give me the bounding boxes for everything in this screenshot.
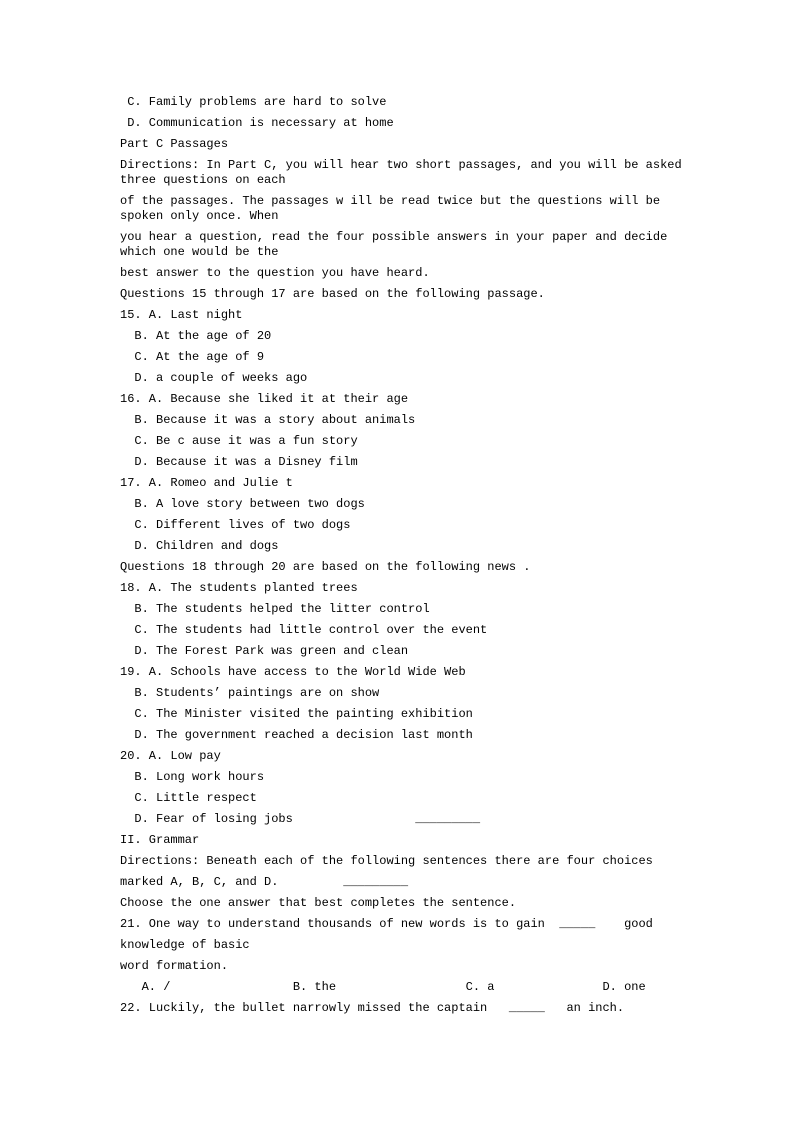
option-line: B. The students helped the litter control	[120, 602, 430, 616]
document-line: three questions on each	[120, 173, 286, 187]
document-body	[120, 92, 724, 1019]
option-line: B. A love story between two dogs	[120, 497, 365, 511]
section-heading: Part C Passages	[120, 137, 229, 151]
question-line: 21. One way to understand thousands of new words is to gain _____ good	[120, 917, 653, 931]
question-line: 18. A. The students planted trees	[120, 581, 358, 595]
document-line: Directions: In Part C, you will hear two short passages, and you will be asked	[120, 158, 682, 172]
section-heading: II. Grammar	[120, 833, 200, 847]
option-line: C. Be c ause it was a fun story	[120, 434, 358, 448]
option-line: C. The students had little control over the event	[120, 623, 488, 637]
document-line: D. Communication is necessary at home	[120, 116, 394, 130]
option-line: B. Because it was a story about animals	[120, 413, 416, 427]
option-line: C. Little respect	[120, 791, 257, 805]
question-line: 17. A. Romeo and Julie t	[120, 476, 293, 490]
document-line: Directions: Beneath each of the following sentences there are four choices	[120, 854, 653, 868]
option-line: D. a couple of weeks ago	[120, 371, 308, 385]
document-line: you hear a question, read the four possible answers in your paper and decide	[120, 230, 668, 244]
option-line: B. Long work hours	[120, 770, 265, 784]
option-line: D. Fear of losing jobs _________	[120, 812, 481, 826]
option-line: D. The Forest Park was green and clean	[120, 644, 409, 658]
question-line: 16. A. Because she liked it at their age	[120, 392, 409, 406]
option-line: D. Because it was a Disney film	[120, 455, 358, 469]
option-line: D. The government reached a decision last month	[120, 728, 473, 742]
question-line: 20. A. Low pay	[120, 749, 221, 763]
option-line: D. Children and dogs	[120, 539, 279, 553]
document-line: marked A, B, C, and D. _________	[120, 875, 409, 889]
option-line: A. / B. the C. a D. one	[120, 980, 646, 994]
document-line: C. Family problems are hard to solve	[120, 95, 387, 109]
document-line: spoken only once. When	[120, 209, 279, 223]
question-line: 19. A. Schools have access to the World Wide Web	[120, 665, 466, 679]
option-line: C. At the age of 9	[120, 350, 265, 364]
option-line: C. Different lives of two dogs	[120, 518, 351, 532]
option-line: B. Students’ paintings are on show	[120, 686, 380, 700]
document-line: Choose the one answer that best completes the sentence.	[120, 896, 517, 910]
option-line: C. The Minister visited the painting exhibition	[120, 707, 473, 721]
document-line: of the passages. The passages w ill be read twice but the questions will be	[120, 194, 661, 208]
option-line: B. At the age of 20	[120, 329, 272, 343]
document-line: word formation.	[120, 959, 229, 973]
document-line: knowledge of basic	[120, 938, 250, 952]
document-line: best answer to the question you have heard.	[120, 266, 430, 280]
question-line: 22. Luckily, the bullet narrowly missed the captain _____ an inch.	[120, 1001, 625, 1015]
document-line: which one would be the	[120, 245, 279, 259]
document-line: Questions 18 through 20 are based on the following news .	[120, 560, 531, 574]
document-line: Questions 15 through 17 are based on the following passage.	[120, 287, 545, 301]
question-line: 15. A. Last night	[120, 308, 243, 322]
